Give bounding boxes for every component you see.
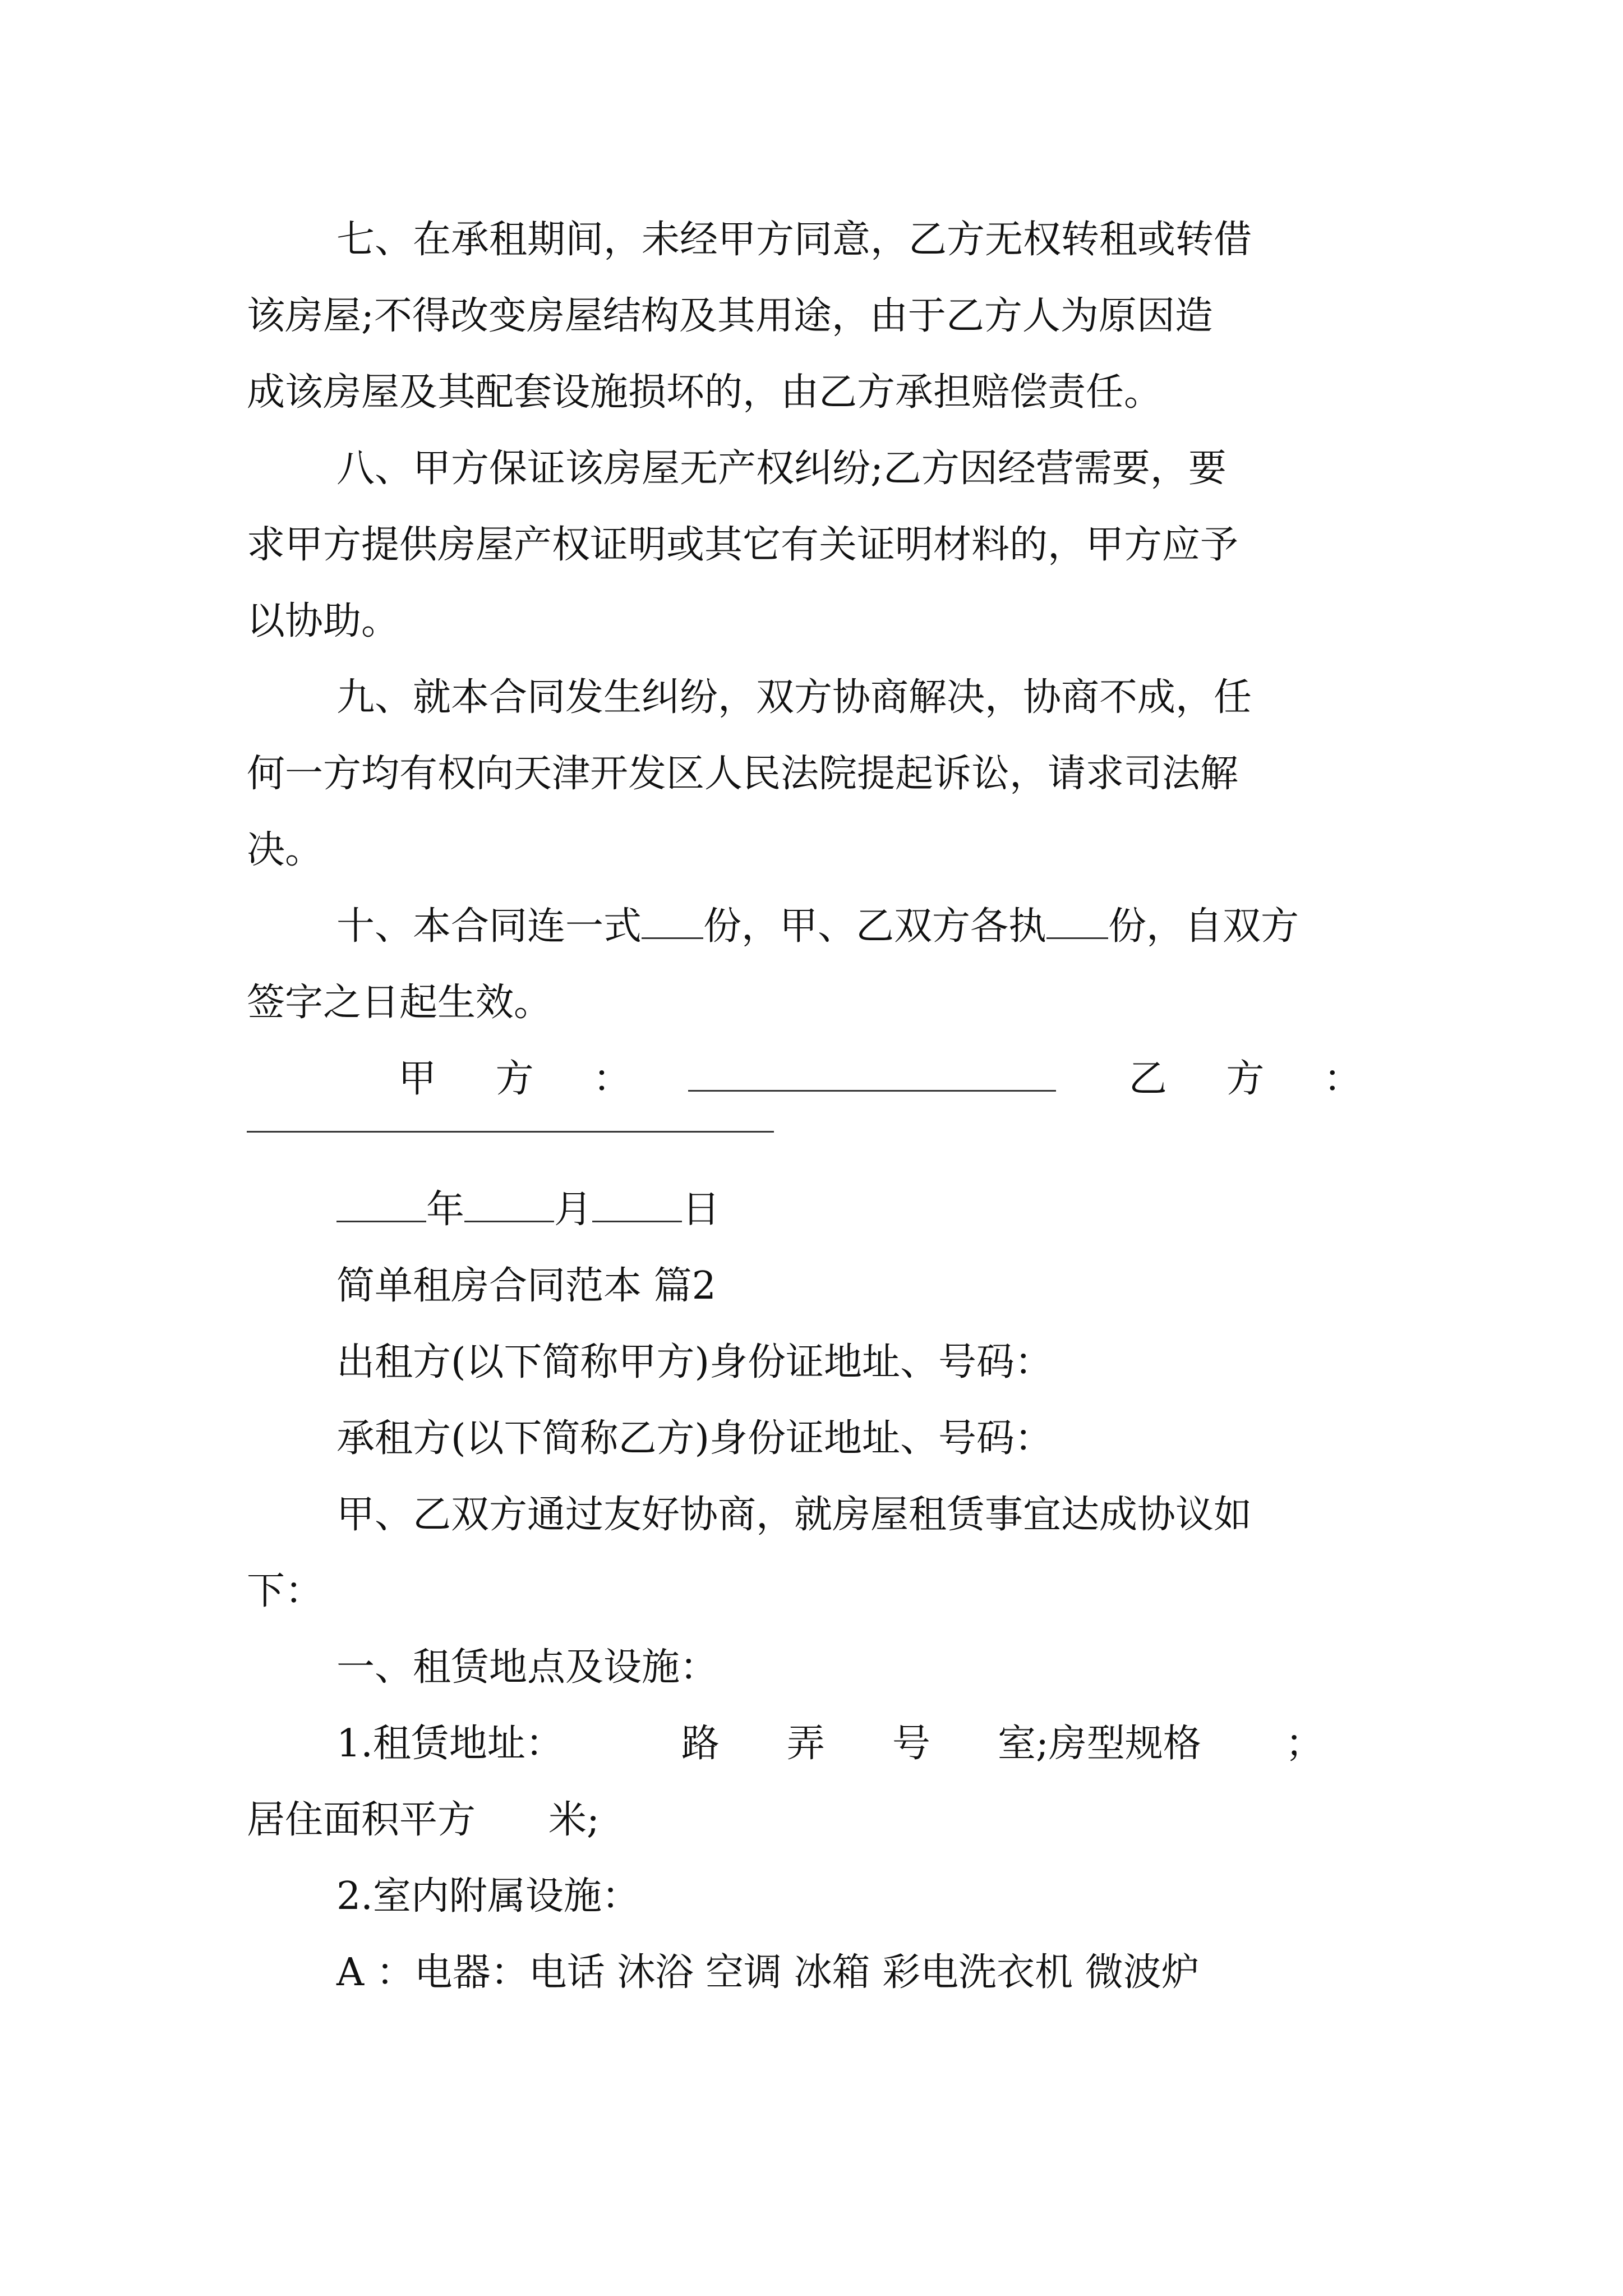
appliances-line: A ：电器：电话 沐浴 空调 冰箱 彩电洗衣机 微波炉	[336, 1950, 1200, 1995]
paragraph-9-line-2: 何一方均有权向天津开发区人民法院提起诉讼，请求司法解	[247, 752, 1239, 796]
area-label: 居住面积平方	[247, 1798, 476, 1842]
paragraph-7-line-3: 成该房屋及其配套设施损坏的，由乙方承担赔偿责任。	[247, 370, 1163, 415]
copies-each-blank[interactable]	[1046, 905, 1108, 939]
address-lane: 弄	[786, 1722, 825, 1766]
copies-text-b: 份，甲、乙双方各执	[703, 904, 1047, 949]
paragraph-7-line-1: 七、在承租期间，未经甲方同意，乙方无权转租或转借	[336, 218, 1252, 262]
address-label: 1.租赁地址：	[336, 1722, 564, 1766]
address-semicolon: ；	[1285, 1722, 1324, 1766]
day-label: 日	[682, 1188, 721, 1232]
paragraph-9-line-3: 决。	[247, 828, 324, 872]
year-label: 年	[426, 1188, 465, 1232]
item-2-title: 2.室内附属设施：	[336, 1874, 640, 1918]
address-number: 号	[892, 1722, 930, 1766]
month-blank[interactable]	[464, 1188, 554, 1222]
party-a-signature-blank[interactable]	[688, 1057, 1056, 1092]
area-unit: 米;	[548, 1798, 600, 1842]
address-room: 室;房型规格	[997, 1722, 1201, 1766]
lessee-line: 承租方(以下简称乙方)身份证地址、号码：	[336, 1416, 1053, 1461]
paragraph-8-line-3: 以协助。	[247, 599, 400, 643]
item-1-title: 一、租赁地点及设施：	[336, 1645, 718, 1690]
paragraph-8-line-2: 求甲方提供房屋产权证明或其它有关证明材料的，甲方应予	[247, 523, 1239, 567]
copies-total-blank[interactable]	[642, 905, 703, 939]
paragraph-7-line-2: 该房屋;不得改变房屋结构及其用途，由于乙方人为原因造	[247, 294, 1213, 338]
paragraph-9-line-1: 九、就本合同发生纠纷，双方协商解决，协商不成，任	[336, 675, 1252, 720]
date-line	[247, 1172, 1385, 1248]
party-b-label: 乙 方 ：	[1128, 1057, 1385, 1101]
year-blank[interactable]	[336, 1188, 426, 1222]
party-b-signature-blank[interactable]	[247, 1128, 774, 1133]
intro-line-2: 下：	[247, 1569, 324, 1613]
area-line	[247, 1782, 1385, 1858]
section-2-heading: 简单租房合同范本 篇2	[336, 1264, 716, 1308]
intro-line-1: 甲、乙双方通过友好协商，就房屋租赁事宜达成协议如	[336, 1493, 1252, 1537]
month-label: 月	[554, 1188, 593, 1232]
document-page	[247, 202, 1385, 2011]
copies-text-c: 份，自双方	[1108, 904, 1299, 949]
paragraph-10-line-1	[247, 889, 1385, 965]
address-line	[247, 1706, 1385, 1782]
party-a-label: 甲 方 ：	[398, 1057, 655, 1101]
lessor-line: 出租方(以下简称甲方)身份证地址、号码：	[336, 1340, 1053, 1384]
copies-text-a: 十、本合同连一式	[336, 904, 642, 949]
signature-row	[247, 1041, 1385, 1117]
day-blank[interactable]	[592, 1188, 682, 1222]
paragraph-8-line-1: 八、甲方保证该房屋无产权纠纷;乙方因经营需要，要	[336, 447, 1227, 491]
address-road: 路	[681, 1722, 720, 1766]
paragraph-10-line-2: 签字之日起生效。	[247, 981, 552, 1025]
